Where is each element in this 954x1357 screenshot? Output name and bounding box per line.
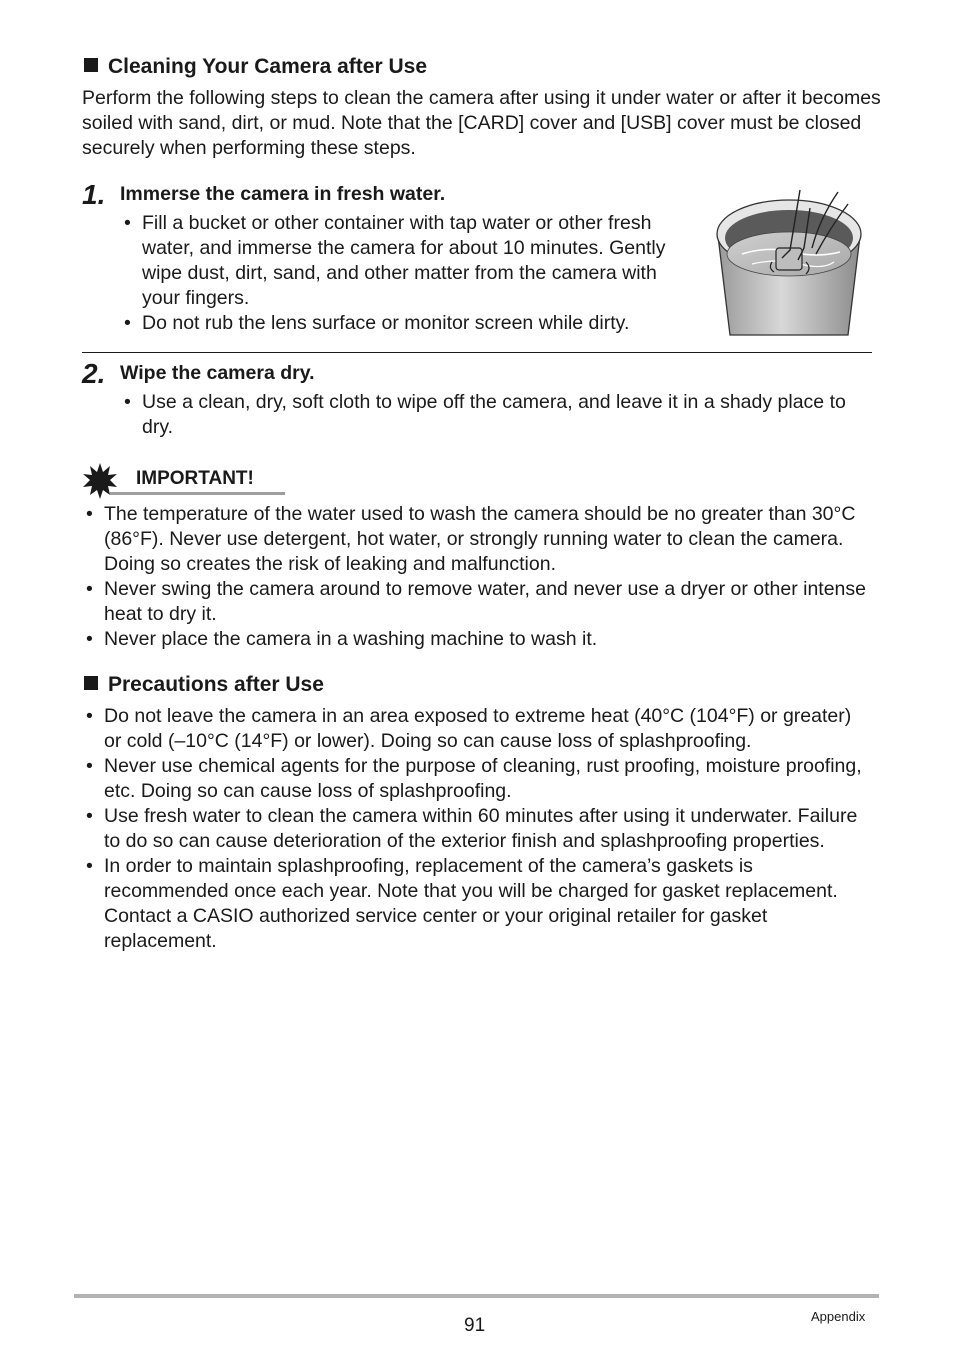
precautions-bullets	[82, 704, 872, 954]
list-item: • The temperature of the water used to wash the camera should be no greater than 30°C (86°F). Never use detergent, hot water, or strongly running water to clean the camera. Doing so creates the risk of leaking and malfunction.	[82, 502, 882, 577]
important-label: IMPORTANT!	[136, 468, 254, 489]
important-bullets	[82, 502, 882, 652]
list-item: • Use a clean, dry, soft cloth to wipe off the camera, and leave it in a shady place to dry.	[120, 390, 880, 440]
list-item: • Never place the camera in a washing machine to wash it.	[82, 627, 882, 652]
footer-rule	[74, 1294, 879, 1298]
important-underline	[110, 492, 285, 495]
step-2-title: Wipe the camera dry.	[120, 362, 315, 384]
footer-section-label: Appendix	[811, 1309, 866, 1324]
step-1-number: 1.	[82, 179, 106, 210]
list-item: • Do not rub the lens surface or monitor screen while dirty.	[120, 311, 700, 336]
list-item: • Never swing the camera around to remove water, and never use a dryer or other intense heat to dry it.	[82, 577, 882, 627]
step-2-number: 2.	[82, 358, 106, 389]
black-square-icon	[84, 676, 98, 690]
step-2-bullets	[120, 390, 880, 440]
list-item: • In order to maintain splashproofing, replacement of the camera’s gaskets is recommended once each year. Note that you will be charged for gasket replacement. Contact a CASIO authorized service center or your original retailer for gasket replacement.	[82, 854, 872, 954]
list-item: • Use fresh water to clean the camera within 60 minutes after using it underwater. Failure to do so can cause deterioration of the exterior finish and splashproofing properties.	[82, 804, 872, 854]
precautions-heading	[84, 672, 324, 698]
precautions-heading-text: Precautions after Use	[108, 673, 324, 696]
step-divider	[82, 352, 872, 353]
page-number: 91	[464, 1315, 486, 1336]
cleaning-heading	[84, 54, 427, 80]
bucket-washing-illustration	[712, 188, 868, 338]
step-1-title: Immerse the camera in fresh water.	[120, 183, 446, 205]
cleaning-heading-text: Cleaning Your Camera after Use	[108, 55, 427, 78]
black-square-icon	[84, 58, 98, 72]
list-item: • Do not leave the camera in an area exposed to extreme heat (40°C (104°F) or greater) or cold (–10°C (14°F) or lower). Doing so can cause loss of splashproofing.	[82, 704, 872, 754]
step-1-bullets	[120, 211, 700, 336]
list-item: • Never use chemical agents for the purpose of cleaning, rust proofing, moisture proofing, etc. Doing so can cause loss of splashproofing.	[82, 754, 872, 804]
cleaning-intro: Perform the following steps to clean the camera after using it under water or after it becomes soiled with sand, dirt, or mud. Note that the [CARD] cover and [USB] cover must be closed securely when performing these steps.	[82, 87, 881, 159]
list-item: • Fill a bucket or other container with tap water or other fresh water, and immerse the camera for about 10 minutes. Gently wipe dust, dirt, sand, and other matter from the camera with your fingers.	[120, 211, 700, 311]
